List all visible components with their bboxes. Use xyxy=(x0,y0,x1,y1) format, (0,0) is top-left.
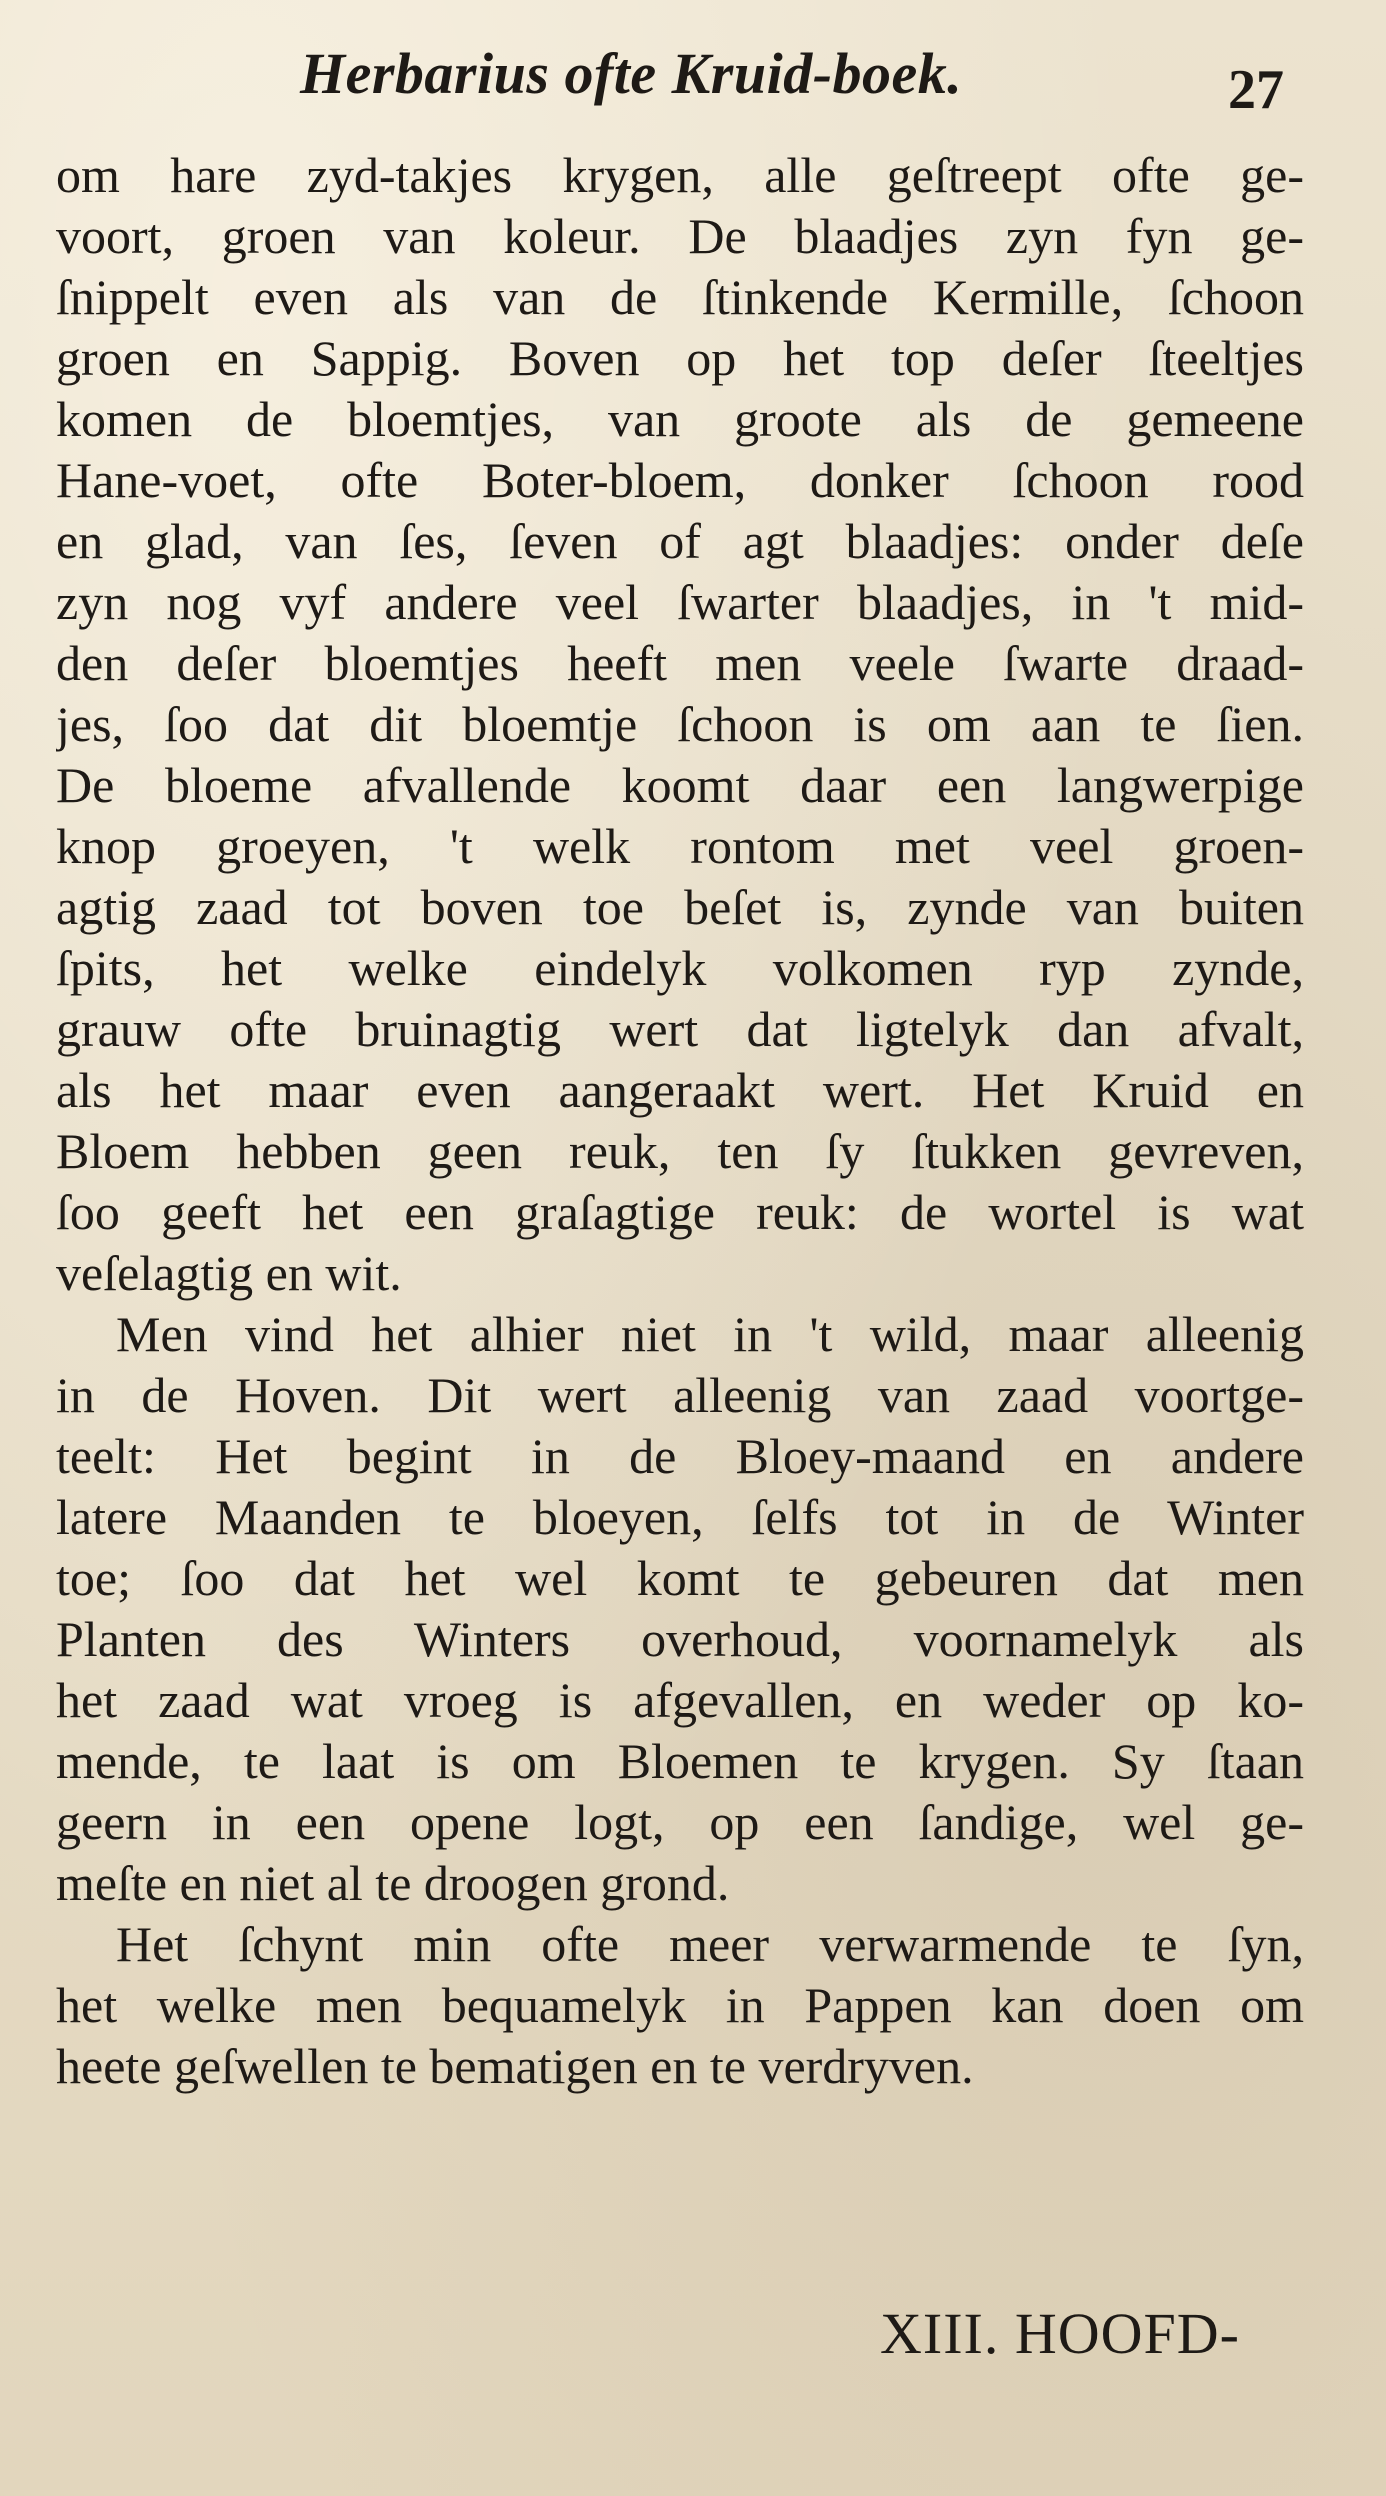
text-line: knop groeyen, 't welk rontom met veel groen- xyxy=(56,818,1304,874)
catchword: XIII. HOOFD- xyxy=(880,2301,1240,2366)
page-number: 27 xyxy=(1228,59,1284,121)
text-line: om hare zyd-takjes krygen, alle geſtreept ofte ge- xyxy=(56,147,1304,203)
text-line: als het maar even aangeraakt wert. Het Kruid en xyxy=(56,1062,1304,1118)
text-line: heete geſwellen te bematigen en te verdryven. xyxy=(56,2038,974,2094)
text-line: ſnippelt even als van de ſtinkende Kermille, ſchoon xyxy=(56,269,1304,325)
text-line: Het ſchynt min ofte meer verwarmende te ſyn, xyxy=(116,1916,1304,1972)
text-line: het welke men bequamelyk in Pappen kan doen om xyxy=(56,1977,1304,2033)
text-line: Planten des Winters overhoud, voornamelyk als xyxy=(56,1611,1304,1667)
text-line: Bloem hebben geen reuk, ten ſy ſtukken gevreven, xyxy=(56,1123,1304,1179)
text-line: De bloeme afvallende koomt daar een langwerpige xyxy=(56,757,1304,813)
text-line: jes, ſoo dat dit bloemtje ſchoon is om aan te ſien. xyxy=(56,696,1304,752)
text-line: ſoo geeft het een graſagtige reuk: de wortel is wat xyxy=(56,1184,1304,1240)
text-line: grauw ofte bruinagtig wert dat ligtelyk dan afvalt, xyxy=(56,1001,1304,1057)
text-line: meſte en niet al te droogen grond. xyxy=(56,1855,730,1911)
text-line: komen de bloemtjes, van groote als de gemeene xyxy=(56,391,1304,447)
text-line: geern in een opene logt, op een ſandige, wel ge- xyxy=(56,1794,1304,1850)
text-line: den deſer bloemtjes heeft men veele ſwarte draad- xyxy=(56,635,1304,691)
text-line: mende, te laat is om Bloemen te krygen. Sy ſtaan xyxy=(56,1733,1304,1789)
text-line: Men vind het alhier niet in 't wild, maar alleenig xyxy=(116,1306,1304,1362)
text-line: het zaad wat vroeg is afgevallen, en weder op ko- xyxy=(56,1672,1304,1728)
text-line: ſpits, het welke eindelyk volkomen ryp zynde, xyxy=(56,940,1304,996)
body-text xyxy=(56,145,1304,2097)
text-line: Hane-voet, ofte Boter-bloem, donker ſchoon rood xyxy=(56,452,1304,508)
text-line: toe; ſoo dat het wel komt te gebeuren dat men xyxy=(56,1550,1304,1606)
text-line: en glad, van ſes, ſeven of agt blaadjes: onder deſe xyxy=(56,513,1304,569)
text-line: groen en Sappig. Boven op het top deſer ſteeltjes xyxy=(56,330,1304,386)
text-line: zyn nog vyf andere veel ſwarter blaadjes, in 't mid- xyxy=(56,574,1304,630)
text-line: latere Maanden te bloeyen, ſelfs tot in de Winter xyxy=(56,1489,1304,1545)
text-line: agtig zaad tot boven toe beſet is, zynde van buiten xyxy=(56,879,1304,935)
text-line: veſelagtig en wit. xyxy=(56,1245,402,1301)
text-line: voort, groen van koleur. De blaadjes zyn fyn ge- xyxy=(56,208,1304,264)
running-title: Herbarius ofte Kruid-boek. xyxy=(300,41,963,106)
text-line: in de Hoven. Dit wert alleenig van zaad voortge- xyxy=(56,1367,1304,1423)
text-line: teelt: Het begint in de Bloey-maand en andere xyxy=(56,1428,1304,1484)
